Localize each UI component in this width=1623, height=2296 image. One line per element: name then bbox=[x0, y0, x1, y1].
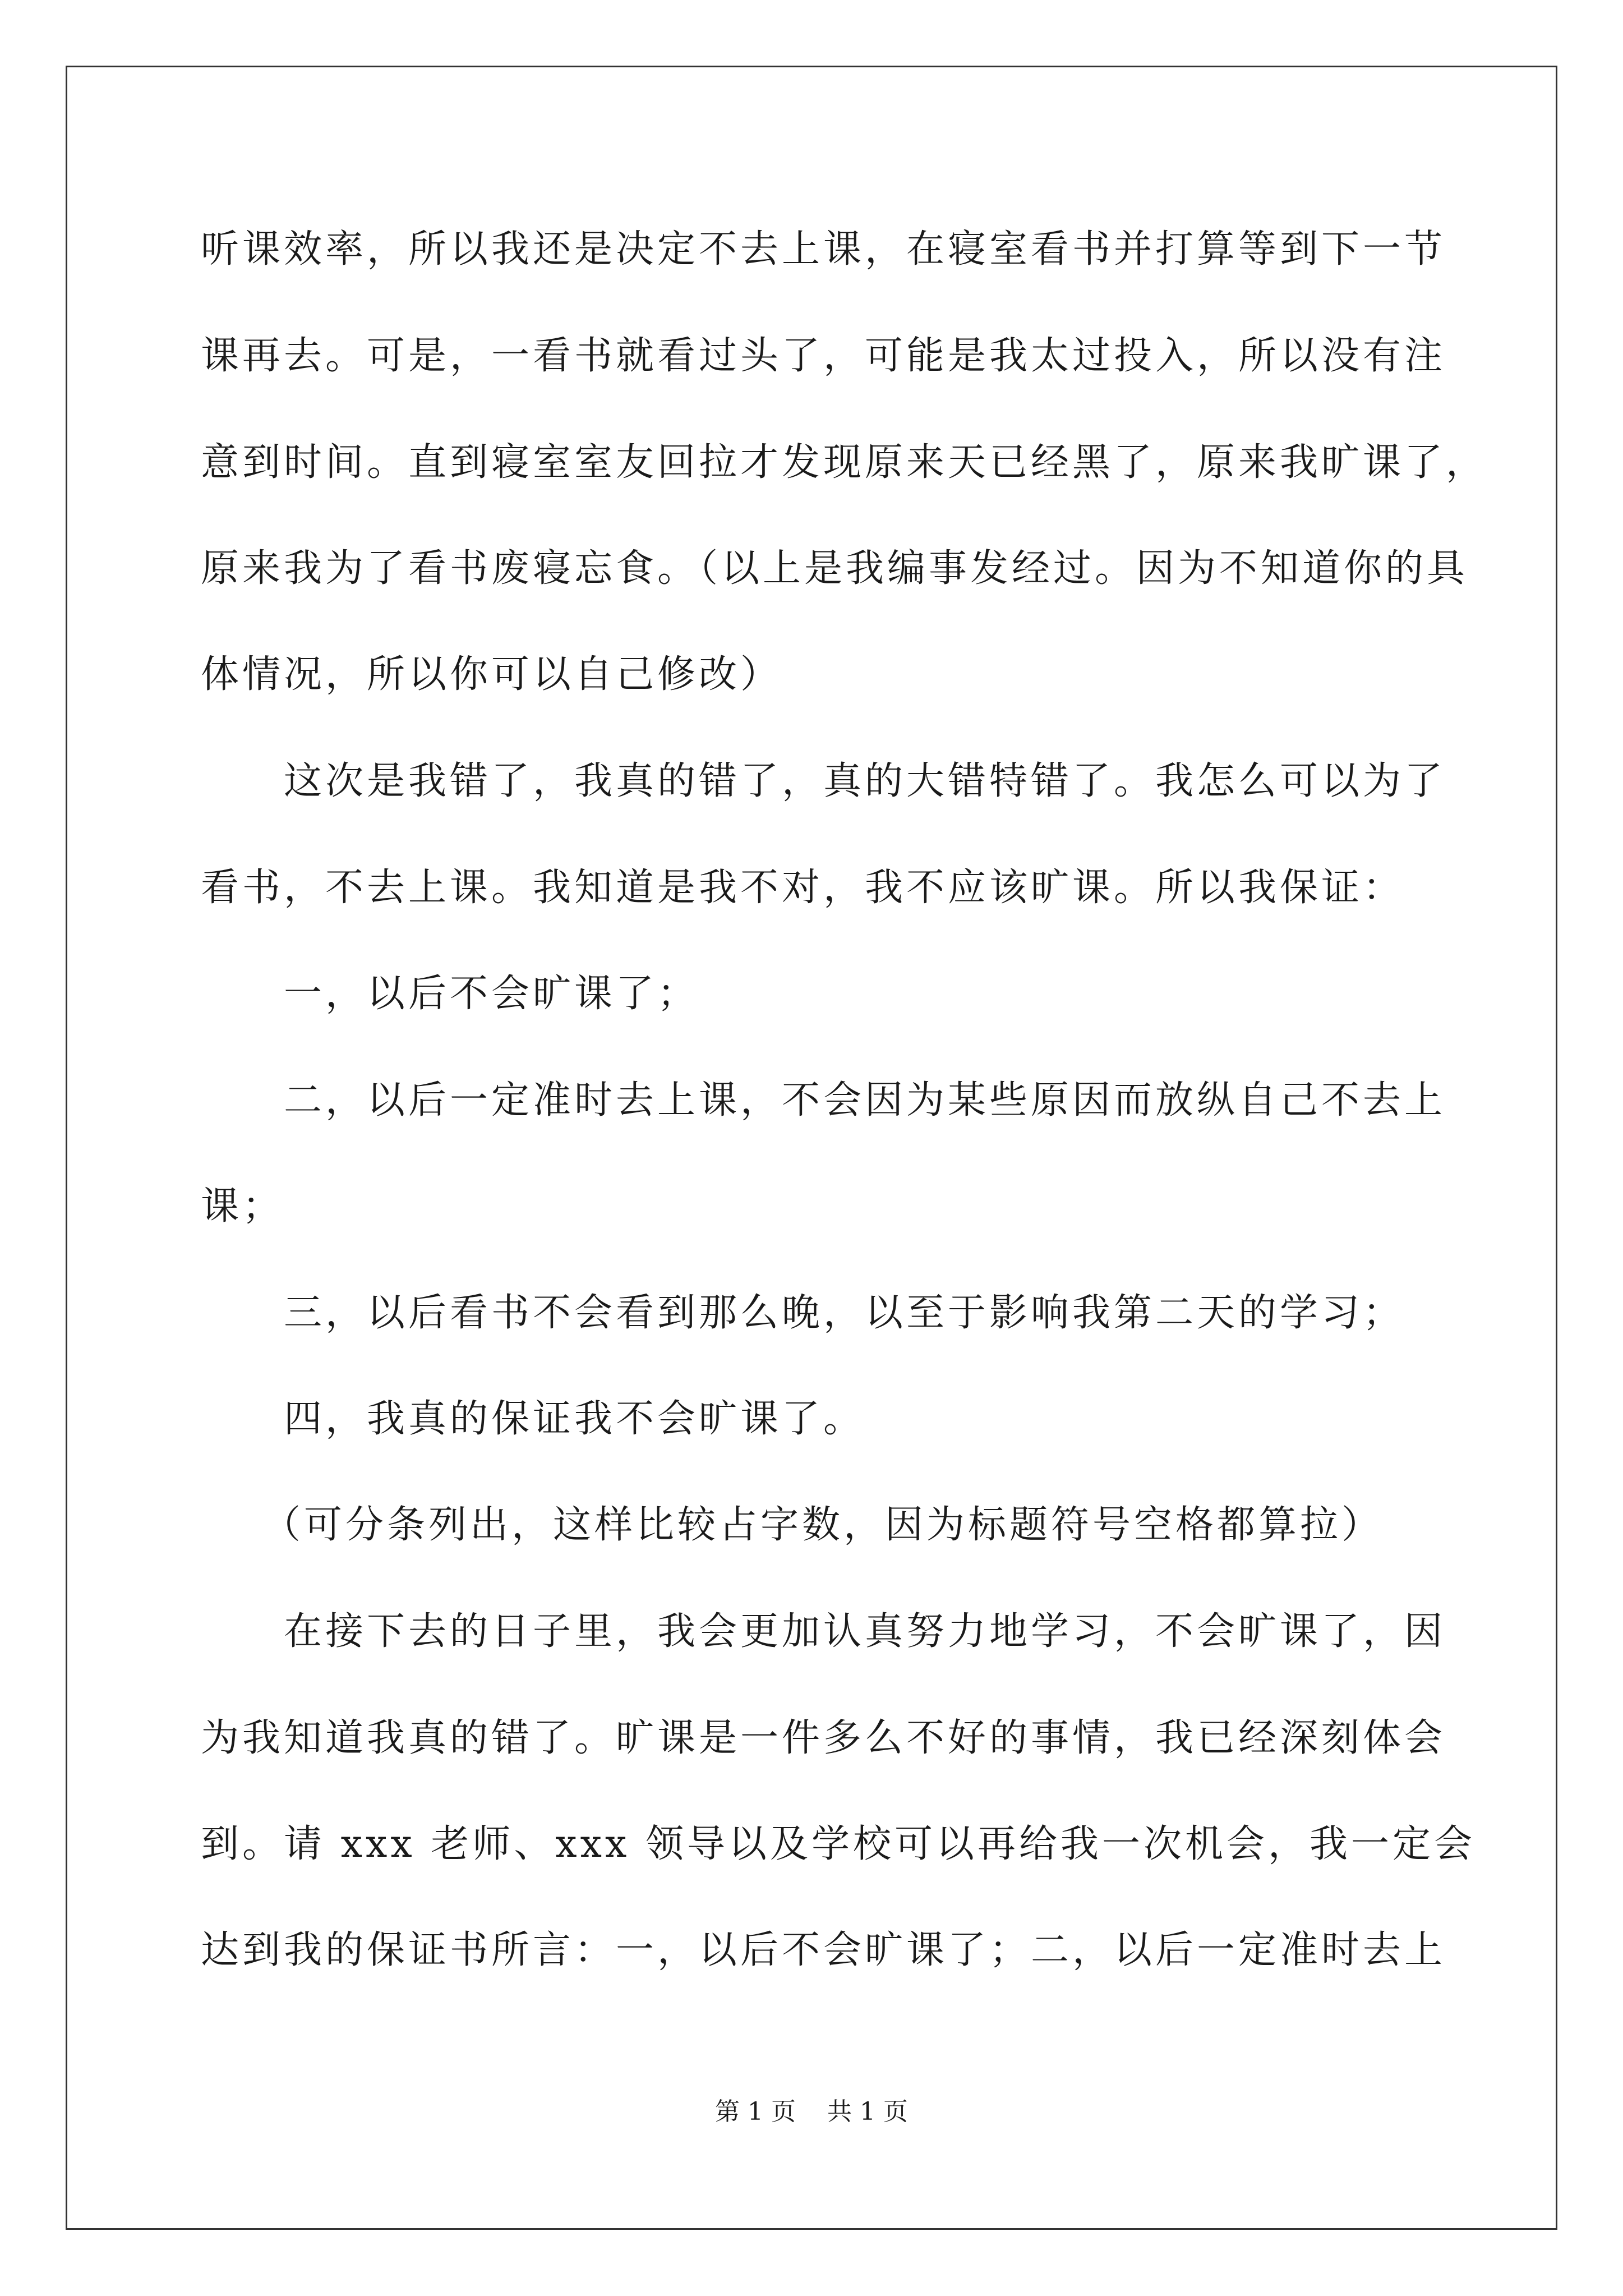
text-line: 课； bbox=[201, 1184, 284, 1228]
text-line: 原来我为了看书废寝忘食。（以上是我编事发经过。因为不知道你的具 bbox=[201, 546, 1469, 591]
text-line: 达到我的保证书所言：一，以后不会旷课了；二，以后一定准时去上 bbox=[201, 1928, 1446, 1972]
paragraph-start-line: 这次是我错了，我真的错了，真的大错特错了。我怎么可以为了 bbox=[284, 759, 1446, 803]
list-item-1: 一，以后不会旷课了； bbox=[284, 972, 699, 1016]
note-line: （可分条列出，这样比较占字数，因为标题符号空格都算拉） bbox=[262, 1503, 1384, 1547]
list-item-4: 四，我真的保证我不会旷课了。 bbox=[284, 1397, 865, 1441]
text-line: 意到时间。直到寝室室友回拉才发现原来天已经黑了，原来我旷课了， bbox=[201, 440, 1488, 485]
page-footer: 第 1 页 共 1 页 bbox=[715, 2097, 908, 2126]
text-line: 看书，不去上课。我知道是我不对，我不应该旷课。所以我保证： bbox=[201, 866, 1405, 910]
list-item-3: 三，以后看书不会看到那么晚，以至于影响我第二天的学习； bbox=[284, 1291, 1405, 1335]
text-line: 到。请 xxx 老师、xxx 领导以及学校可以再给我一次机会，我一定会 bbox=[201, 1822, 1476, 1866]
page-border bbox=[66, 66, 1557, 2230]
text-line: 为我知道我真的错了。旷课是一件多么不好的事情，我已经深刻体会 bbox=[201, 1716, 1446, 1760]
text-line: 听课效率，所以我还是决定不去上课，在寝室看书并打算等到下一节 bbox=[201, 227, 1446, 272]
list-item-2: 二，以后一定准时去上课，不会因为某些原因而放纵自己不去上 bbox=[284, 1078, 1446, 1122]
text-line: 体情况，所以你可以自己修改） bbox=[201, 652, 782, 697]
text-line: 课再去。可是，一看书就看过头了，可能是我太过投入，所以没有注 bbox=[201, 334, 1446, 378]
paragraph-start-line: 在接下去的日子里，我会更加认真努力地学习，不会旷课了，因 bbox=[284, 1609, 1446, 1654]
